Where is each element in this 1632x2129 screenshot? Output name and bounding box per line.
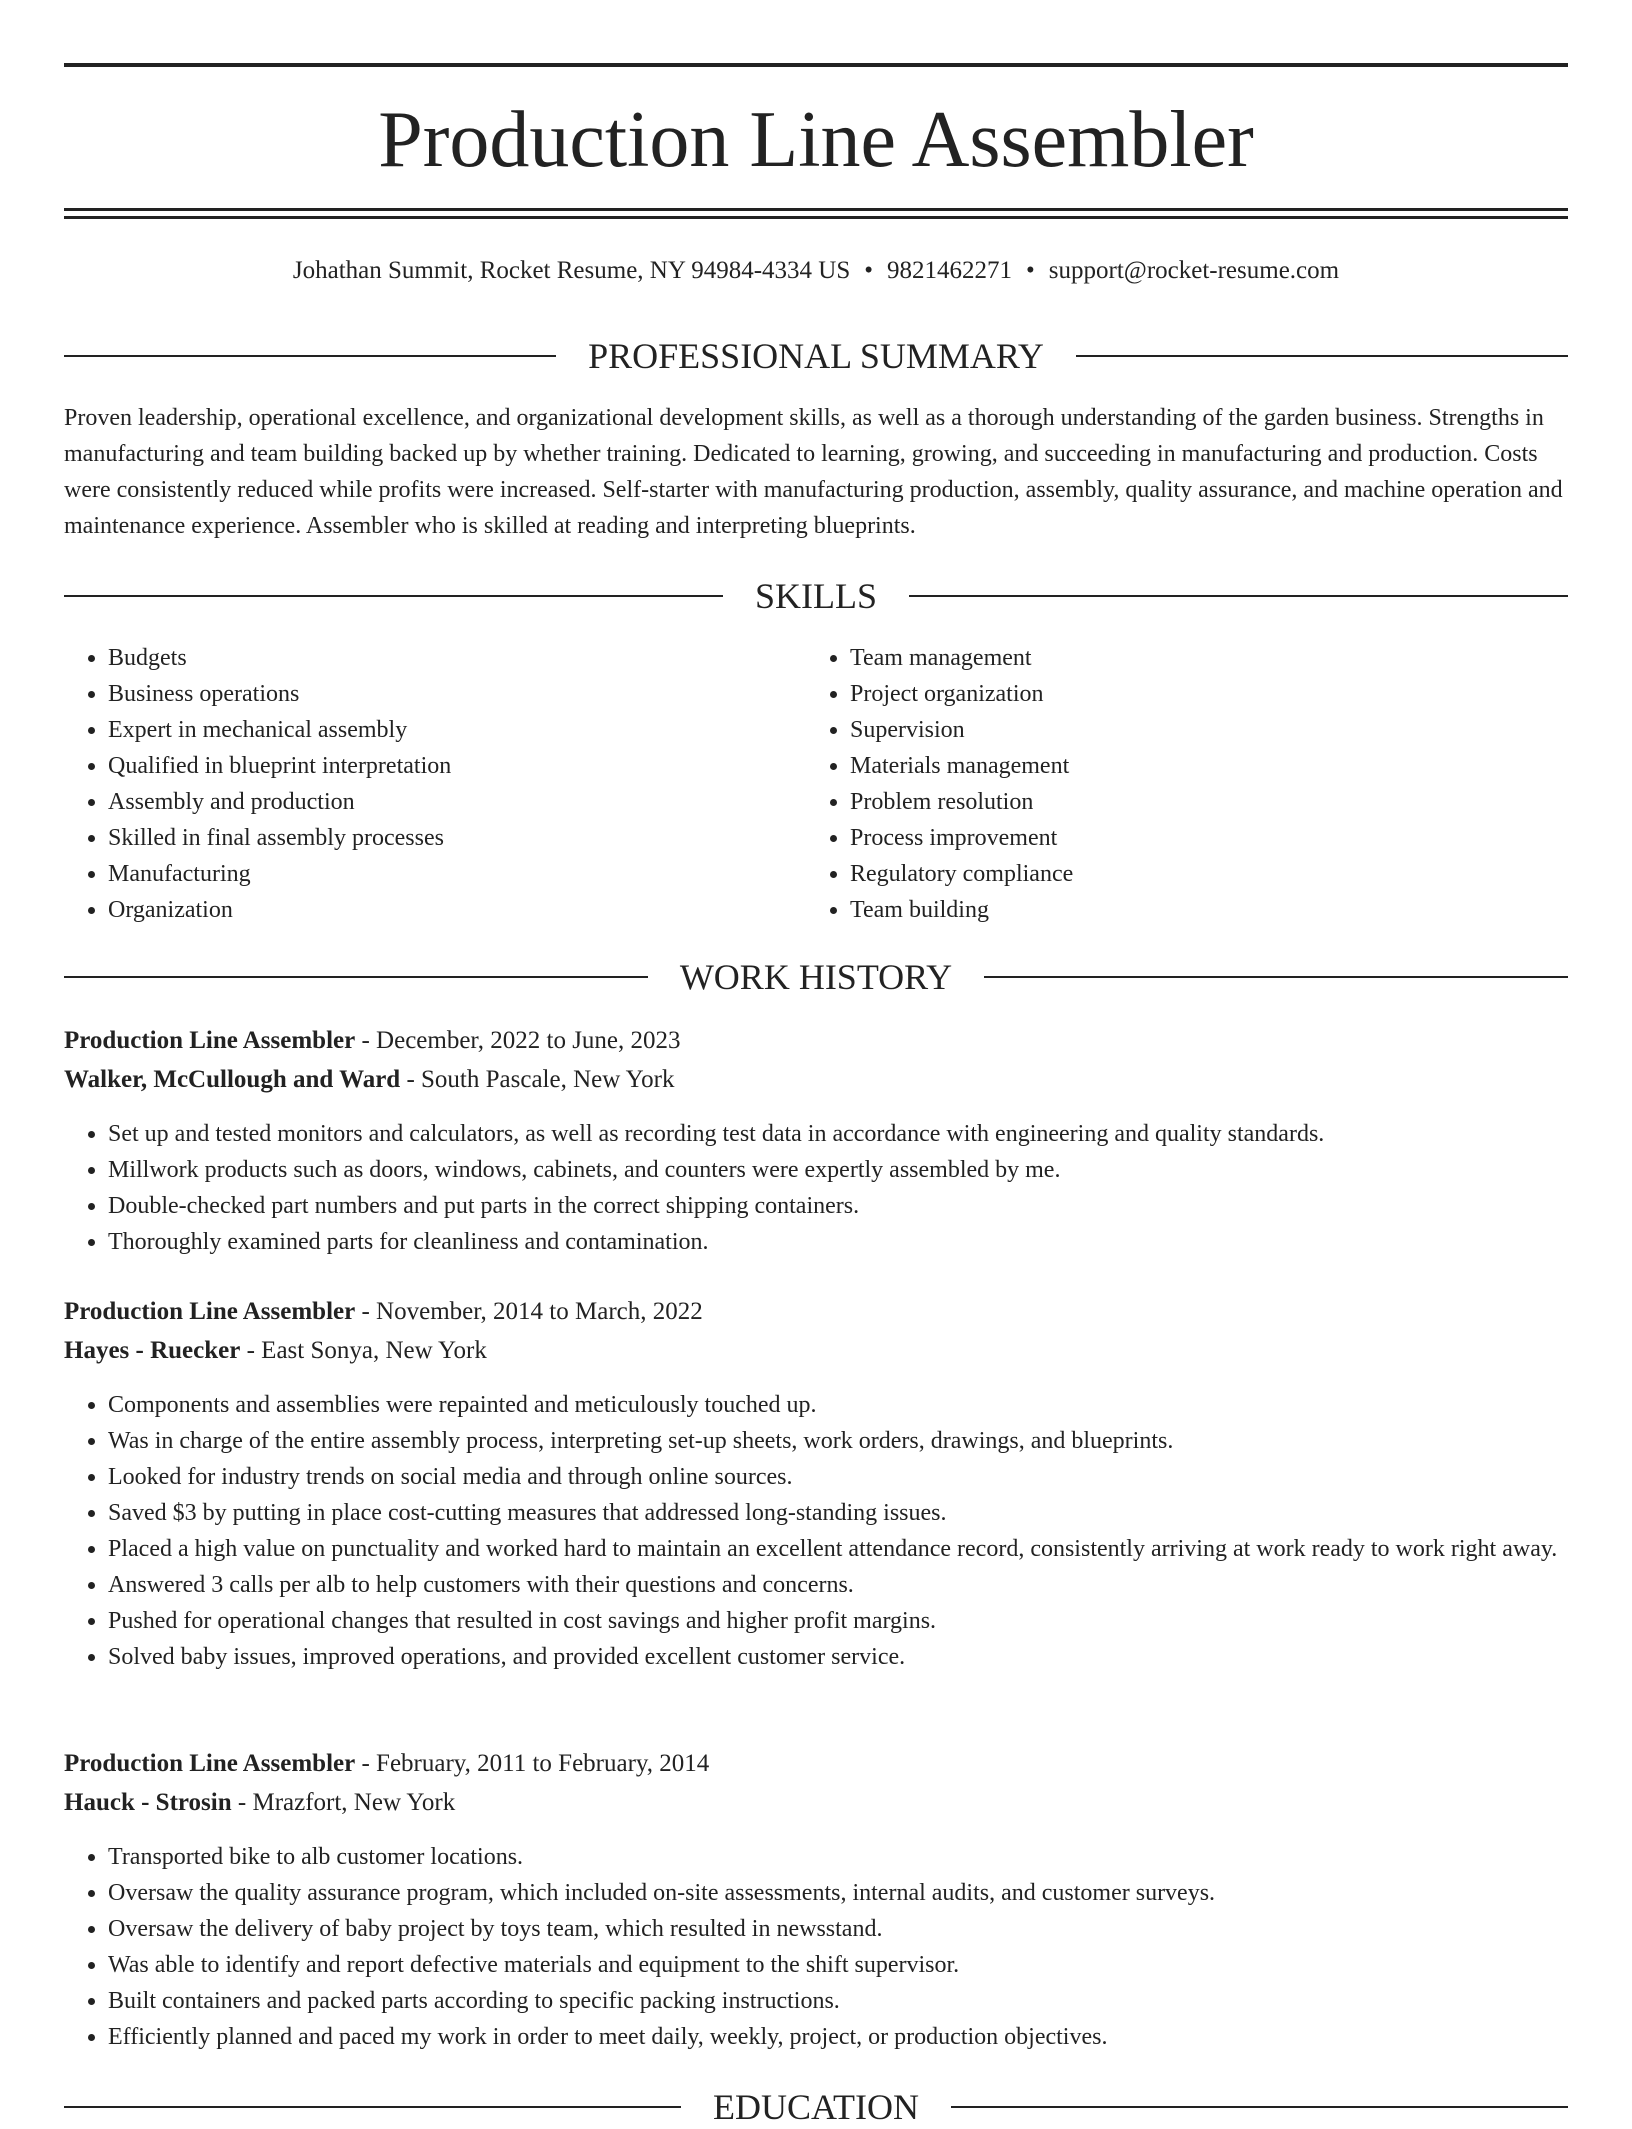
heading-rule-right (951, 2106, 1568, 2108)
contact-line (64, 255, 1568, 287)
work-history-heading (64, 955, 1568, 999)
education-heading (64, 2085, 1568, 2129)
education-heading-text: EDUCATION (713, 2087, 919, 2127)
skill-item: • Regulatory compliance (850, 856, 1550, 892)
job-title: Production Line Assembler (64, 1298, 356, 1325)
job-bullet: • Solved baby issues, improved operations, and provided excellent customer service. (108, 1639, 1612, 1675)
job-title-line (64, 1022, 1568, 1060)
summary-heading (64, 334, 1568, 378)
skill-item: • Project organization (850, 676, 1550, 712)
job-location: - Mrazfort, New York (231, 1789, 456, 1816)
work-history-heading-text: WORK HISTORY (679, 957, 953, 997)
job-title-line (64, 1293, 1568, 1331)
contact-address: Johathan Summit, Rocket Resume, NY 94984-4334 US (292, 257, 851, 284)
heading-rule-right (984, 976, 1568, 978)
job-bullet: • Oversaw the quality assurance program, which included on-site assessments, internal audits, and customer surveys. (108, 1875, 1612, 1911)
job-bullet: • Transported bike to alb customer locations. (108, 1839, 1612, 1875)
job-bullet: • Placed a high value on punctuality and worked hard to maintain an excellent attendance record, consistently arriving at work ready to work right away. (108, 1531, 1612, 1567)
job-bullet: • Components and assemblies were repainted and meticulously touched up. (108, 1387, 1612, 1423)
summary-heading-text: PROFESSIONAL SUMMARY (588, 336, 1044, 376)
job-title-line (64, 1745, 1568, 1783)
job-bullet: • Pushed for operational changes that resulted in cost savings and higher profit margins. (108, 1603, 1612, 1639)
skill-item: • Organization (108, 892, 808, 928)
job-company: Hayes - Ruecker (64, 1337, 241, 1364)
skills-list-right (806, 640, 1550, 928)
skill-item: • Supervision (850, 712, 1550, 748)
job-title: Production Line Assembler (64, 1750, 356, 1777)
job-bullet: • Thoroughly examined parts for cleanliness and contamination. (108, 1224, 1612, 1260)
skills-heading-text: SKILLS (755, 576, 878, 616)
summary-text: Proven leadership, operational excellence, and organizational development skills, as well as a thorough understanding of the garden business. Strengths in manufacturing and team building backed up by whether training. Dedicated to learning, growing, and succeeding in manufacturing and production. Costs were consistently reduced while profits were increased. Self-starter with manufacturing production, assembly, quality assurance, and machine operation and maintenance experience. Assembler who is skilled at reading and interpreting blueprints. (64, 405, 1563, 539)
resume-title: Production Line Assembler (378, 96, 1254, 184)
skill-item: • Skilled in final assembly processes (108, 820, 808, 856)
job-bullets (64, 1839, 1612, 2055)
job-bullet: • Was able to identify and report defective materials and equipment to the shift supervisor. (108, 1947, 1612, 1983)
job-bullet: • Millwork products such as doors, windows, cabinets, and counters were expertly assembled by me. (108, 1152, 1612, 1188)
contact-separator: • (1026, 257, 1035, 284)
job-bullet: • Double-checked part numbers and put parts in the correct shipping containers. (108, 1188, 1612, 1224)
header-top-rule (64, 63, 1568, 67)
skill-item: • Manufacturing (108, 856, 808, 892)
job-bullets (64, 1116, 1612, 1260)
job-company-line (64, 1784, 1568, 1822)
skill-item: • Team management (850, 640, 1550, 676)
skill-item: • Process improvement (850, 820, 1550, 856)
job-bullet: • Oversaw the delivery of baby project by toys team, which resulted in newsstand. (108, 1911, 1612, 1947)
job-bullet: • Saved $3 by putting in place cost-cutting measures that addressed long-standing issues. (108, 1495, 1612, 1531)
job-dates: - November, 2014 to March, 2022 (355, 1298, 703, 1325)
contact-email[interactable]: support@rocket-resume.com (1048, 257, 1340, 284)
skill-item: • Expert in mechanical assembly (108, 712, 808, 748)
skill-item: • Budgets (108, 640, 808, 676)
job-bullet: • Looked for industry trends on social media and through online sources. (108, 1459, 1612, 1495)
job-company: Walker, McCullough and Ward (64, 1066, 401, 1093)
job-dates: - December, 2022 to June, 2023 (355, 1027, 681, 1054)
heading-rule-left (64, 2106, 681, 2108)
skills-heading (64, 574, 1568, 618)
heading-rule-left (64, 976, 648, 978)
job-bullet: • Set up and tested monitors and calculators, as well as recording test data in accordance with engineering and quality standards. (108, 1116, 1612, 1152)
skill-item: • Qualified in blueprint interpretation (108, 748, 808, 784)
skill-item: • Materials management (850, 748, 1550, 784)
job-dates: - February, 2011 to February, 2014 (355, 1750, 710, 1777)
skill-item: • Business operations (108, 676, 808, 712)
skills-list-left (64, 640, 808, 928)
job-bullets (64, 1387, 1612, 1675)
job-company: Hauck - Strosin (64, 1789, 232, 1816)
skill-item: • Team building (850, 892, 1550, 928)
job-location: - South Pascale, New York (400, 1066, 675, 1093)
heading-rule-left (64, 355, 556, 357)
job-location: - East Sonya, New York (240, 1337, 487, 1364)
job-bullet: • Built containers and packed parts according to specific packing instructions. (108, 1983, 1612, 2019)
heading-rule-left (64, 595, 723, 597)
skill-item: • Assembly and production (108, 784, 808, 820)
header-double-rule-bottom (64, 216, 1568, 219)
header-double-rule-top (64, 208, 1568, 211)
heading-rule-right (909, 595, 1568, 597)
skill-item: • Problem resolution (850, 784, 1550, 820)
contact-separator: • (864, 257, 874, 284)
job-bullet: • Answered 3 calls per alb to help customers with their questions and concerns. (108, 1567, 1612, 1603)
heading-rule-right (1076, 355, 1568, 357)
contact-phone[interactable]: 9821462271 (887, 257, 1013, 284)
job-title: Production Line Assembler (64, 1027, 356, 1054)
job-bullet: • Efficiently planned and paced my work in order to meet daily, weekly, project, or production objectives. (108, 2019, 1612, 2055)
job-bullet: • Was in charge of the entire assembly process, interpreting set-up sheets, work orders, drawings, and blueprints. (108, 1423, 1612, 1459)
job-company-line (64, 1332, 1568, 1370)
job-company-line (64, 1061, 1568, 1099)
